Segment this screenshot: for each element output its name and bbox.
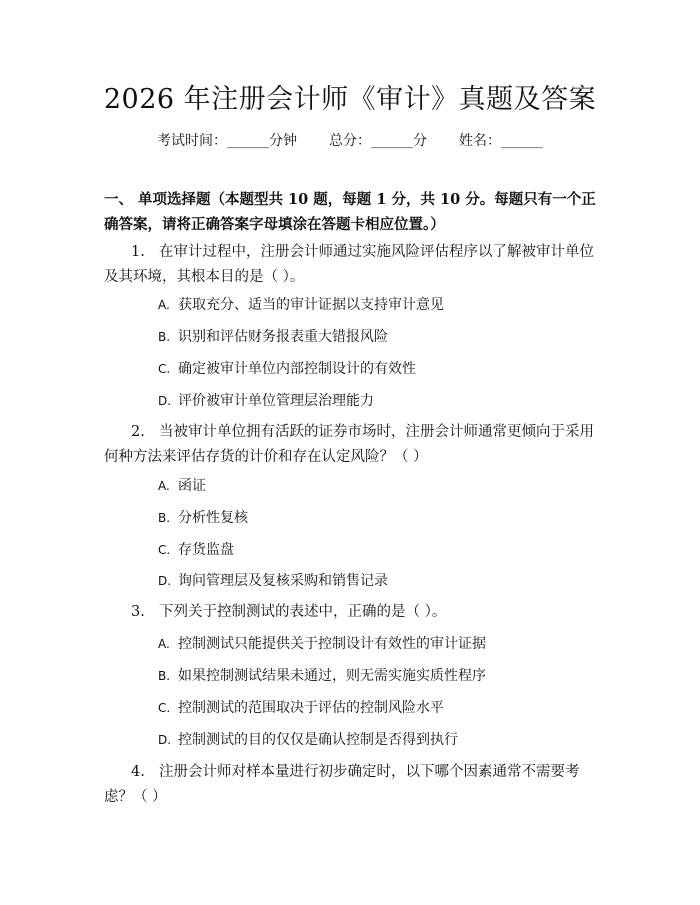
document-title: 2026 年注册会计师《审计》真题及答案	[103, 84, 597, 115]
option-letter: C.	[158, 543, 171, 557]
option-text: 函证	[178, 478, 206, 494]
option-letter: D.	[158, 574, 172, 588]
exam-meta	[0, 131, 700, 151]
option-letter: C.	[158, 701, 171, 715]
option-1d	[158, 391, 598, 411]
question-2	[104, 420, 604, 470]
option-2c	[158, 540, 598, 560]
option-text: 如果控制测试结果未通过，则无需实施实质性程序	[178, 668, 486, 684]
option-text: 识别和评估财务报表重大错报风险	[178, 329, 388, 345]
option-text: 控制测试的目的仅仅是确认控制是否得到执行	[178, 732, 458, 748]
option-3c	[158, 698, 598, 718]
question-text: 在审计过程中，注册会计师通过实施风险评估程序以了解被审计单位及其环境，其根本目的是（ ）。	[104, 244, 594, 285]
option-3b	[158, 666, 598, 686]
question-number: 3.	[131, 604, 145, 620]
option-letter: A.	[158, 479, 170, 493]
option-letter: A.	[158, 637, 170, 651]
option-letter: B.	[158, 511, 171, 525]
option-text: 确定被审计单位内部控制设计的有效性	[178, 361, 416, 377]
option-text: 询问管理层及复核采购和销售记录	[178, 573, 388, 589]
name-label: 姓名：______	[459, 133, 543, 149]
option-text: 存货监盘	[178, 542, 234, 558]
question-text: 下列关于控制测试的表述中，正确的是（ ）。	[159, 604, 447, 620]
option-1b	[158, 327, 598, 347]
option-1c	[158, 359, 598, 379]
option-letter: B.	[158, 330, 171, 344]
option-2d	[158, 571, 598, 591]
question-number: 2.	[131, 424, 145, 440]
option-2a	[158, 476, 598, 496]
section-heading	[104, 187, 604, 237]
question-3	[104, 600, 604, 625]
section-number: 一、	[104, 191, 133, 208]
question-1	[104, 240, 604, 290]
question-text: 当被审计单位拥有活跃的证券市场时，注册会计师通常更倾向于采用何种方法来评估存货的计价和存在认定风险？（ ）	[104, 424, 594, 465]
option-letter: A.	[158, 298, 170, 312]
section-instructions: 单项选择题（本题型共 10 题，每题 1 分，共 10 分。每题只有一个正确答案，请将正确答案字母填涂在答题卡相应位置。）	[104, 191, 596, 233]
option-text: 获取充分、适当的审计证据以支持审计意见	[178, 297, 444, 313]
option-letter: D.	[158, 394, 172, 408]
question-number: 1.	[131, 244, 145, 260]
option-1a	[158, 295, 598, 315]
option-letter: D.	[158, 733, 172, 747]
exam-time-label: 考试时间：______分钟	[157, 133, 297, 149]
option-letter: C.	[158, 362, 171, 376]
question-4	[104, 760, 604, 810]
option-text: 控制测试只能提供关于控制设计有效性的审计证据	[178, 636, 486, 652]
question-number: 4.	[131, 764, 145, 780]
total-score-label: 总分：______分	[329, 133, 427, 149]
option-3d	[158, 730, 598, 750]
option-text: 评价被审计单位管理层治理能力	[178, 393, 374, 409]
option-letter: B.	[158, 669, 171, 683]
option-text: 分析性复核	[178, 510, 248, 526]
option-2b	[158, 508, 598, 528]
option-3a	[158, 634, 598, 654]
option-text: 控制测试的范围取决于评估的控制风险水平	[178, 700, 444, 716]
question-text: 注册会计师对样本量进行初步确定时，以下哪个因素通常不需要考虑？（ ）	[104, 764, 580, 805]
